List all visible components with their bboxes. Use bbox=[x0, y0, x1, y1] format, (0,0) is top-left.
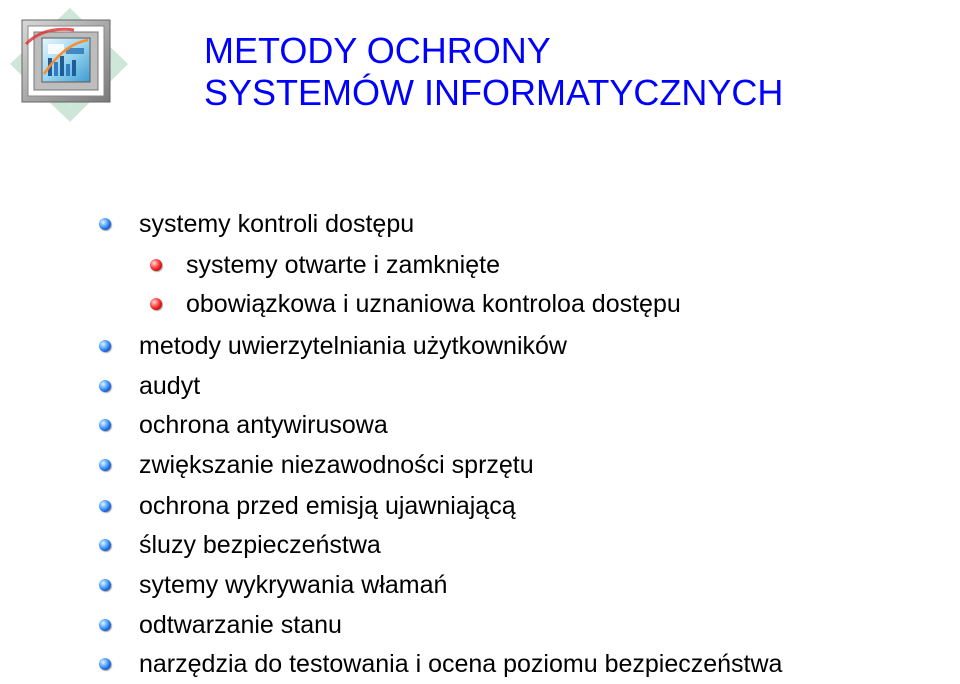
blue-bullet-icon bbox=[99, 500, 111, 512]
blue-bullet-icon bbox=[99, 218, 111, 230]
list-item-text: ochrona antywirusowa bbox=[139, 411, 388, 439]
list-item-text: systemy otwarte i zamknięte bbox=[186, 251, 500, 279]
blue-bullet-icon bbox=[99, 380, 111, 392]
blue-bullet-icon bbox=[99, 459, 111, 471]
list-item-text: obowiązkowa i uznaniowa kontroloa dostępu bbox=[186, 290, 681, 318]
red-bullet-icon bbox=[150, 259, 162, 271]
list-item-text: ochrona przed emisją ujawniającą bbox=[139, 492, 516, 520]
list-item-text: śluzy bezpieczeństwa bbox=[139, 531, 381, 559]
blue-bullet-icon bbox=[99, 619, 111, 631]
list-item-text: systemy kontroli dostępu bbox=[139, 210, 415, 238]
blue-bullet-icon bbox=[99, 658, 111, 670]
list-item-text: odtwarzanie stanu bbox=[139, 611, 342, 639]
list-item-text: sytemy wykrywania włamań bbox=[139, 571, 448, 599]
blue-bullet-icon bbox=[99, 539, 111, 551]
blue-bullet-icon bbox=[99, 340, 111, 352]
blue-bullet-icon bbox=[99, 579, 111, 591]
list-item-text: audyt bbox=[139, 372, 201, 400]
list-item-text: narzędzia do testowania i ocena poziomu bezpieczeństwa bbox=[139, 650, 783, 678]
slide-title-line-1: METODY OCHRONY bbox=[204, 30, 551, 71]
red-bullet-icon bbox=[150, 298, 162, 310]
slide-title-line-2: SYSTEMÓW INFORMATYCZNYCH bbox=[204, 72, 784, 113]
blue-bullet-icon bbox=[99, 419, 111, 431]
list-item-text: zwiększanie niezawodności sprzętu bbox=[139, 451, 534, 479]
list-item-text: metody uwierzytelniania użytkowników bbox=[139, 332, 567, 360]
